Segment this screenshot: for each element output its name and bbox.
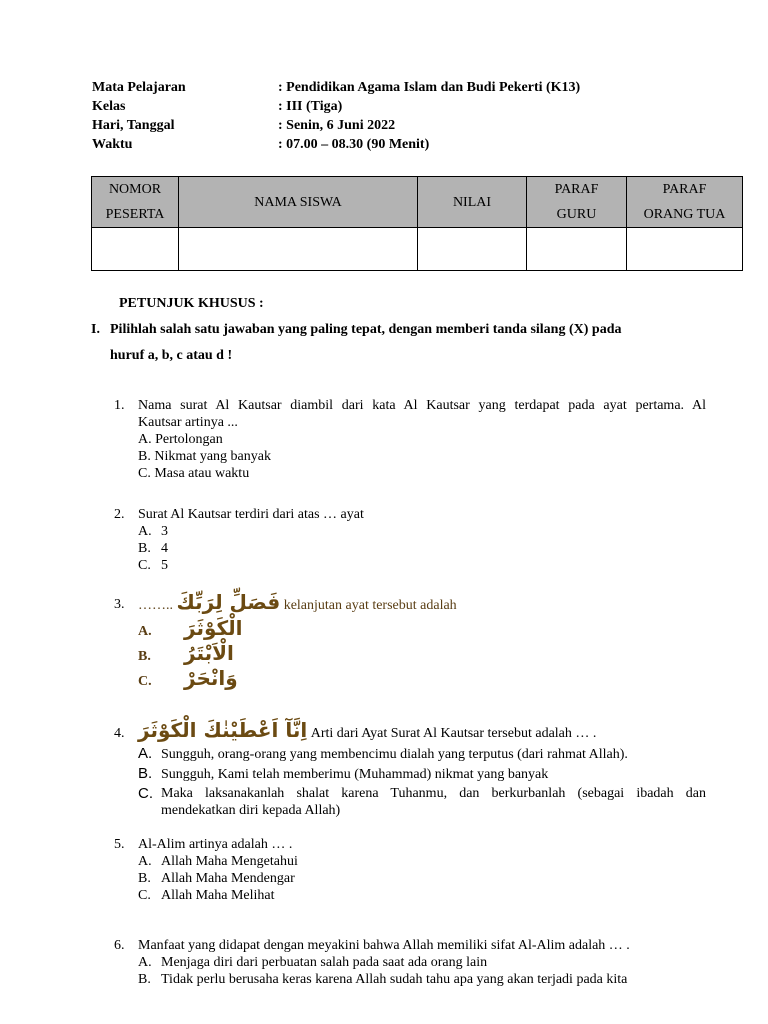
question-2-option-c[interactable]: [138, 557, 168, 574]
question-1-line-1: Nama surat Al Kautsar diambil dari kata Al Kautsar yang terdapat pada ayat pertama. Al: [138, 398, 706, 413]
option-letter: B.: [138, 972, 151, 987]
option-letter: A.: [138, 955, 152, 970]
option-letter: A.: [138, 524, 152, 539]
question-number: 3.: [114, 597, 125, 612]
option-text: 4: [161, 541, 168, 556]
question-3-option-c[interactable]: [138, 665, 238, 695]
info-value: : III (Tiga): [278, 99, 343, 114]
info-label: Waktu: [92, 137, 133, 152]
question-4-text: [138, 716, 596, 748]
option-text: 3: [161, 524, 168, 539]
instructions-section-number: I.: [91, 322, 100, 337]
question-4-arabic: اِنَّآ اَعْطَيْنٰكَ الْكَوْثَرَ: [138, 718, 308, 742]
cell-paraf-guru[interactable]: [527, 228, 627, 271]
cell-nama-siswa[interactable]: [179, 228, 418, 271]
option-letter: B.: [138, 765, 153, 782]
info-label: Hari, Tanggal: [92, 118, 175, 133]
question-3: [114, 596, 138, 613]
option-arabic: الْكَوْثَرَ: [184, 616, 243, 640]
option-letter: B.: [138, 649, 151, 664]
option-text: Tidak perlu berusaha keras karena Allah sudah tahu apa yang akan terjadi pada kita: [161, 972, 628, 987]
question-number: 1.: [114, 398, 125, 413]
header-text: NOMOR: [108, 182, 162, 197]
info-hari-tanggal: [92, 117, 395, 135]
instructions-line-2: huruf a, b, c atau d !: [110, 348, 233, 363]
table-entry-row: [92, 228, 743, 271]
info-mata-pelajaran: [92, 79, 580, 97]
instructions-title: PETUNJUK KHUSUS :: [119, 296, 264, 311]
option-letter: A.: [138, 745, 153, 762]
option-letter: C.: [138, 674, 152, 689]
question-4-prompt: Arti dari Ayat Surat Al Kautsar tersebut adalah … .: [310, 726, 597, 741]
header-nomor-peserta: [92, 177, 179, 228]
question-number: 2.: [114, 507, 125, 522]
option-letter: B.: [138, 541, 151, 556]
question-1-option-b[interactable]: B. Nikmat yang banyak: [138, 449, 271, 464]
header-nama-siswa: NAMA SISWA: [179, 177, 418, 228]
option-text: Allah Maha Melihat: [161, 888, 275, 903]
cell-nilai[interactable]: [418, 228, 527, 271]
option-text: 5: [161, 558, 168, 573]
question-text: Surat Al Kautsar terdiri dari atas … ayat: [138, 507, 364, 522]
header-paraf-orang-tua: [627, 177, 743, 228]
cell-nomor-peserta[interactable]: [92, 228, 179, 271]
question-text: Manfaat yang didapat dengan meyakini bahwa Allah memiliki sifat Al-Alim adalah … .: [138, 938, 630, 953]
info-label: Kelas: [92, 99, 126, 114]
score-table: [91, 176, 743, 271]
option-letter: A.: [138, 854, 152, 869]
question-4-option-b[interactable]: [138, 765, 548, 783]
question-number: 6.: [114, 938, 125, 953]
option-letter: C.: [138, 888, 151, 903]
question-5-option-b[interactable]: [138, 870, 295, 887]
option-text: Sungguh, orang-orang yang membencimu dialah yang terputus (dari rahmat Allah).: [161, 747, 628, 762]
option-text: Sungguh, Kami telah memberimu (Muhammad) nikmat yang banyak: [161, 767, 549, 782]
question-2-option-b[interactable]: [138, 540, 168, 557]
cell-paraf-orang-tua[interactable]: [627, 228, 743, 271]
question-1: [114, 397, 138, 414]
info-value: : Pendidikan Agama Islam dan Budi Pekerti (K13): [278, 80, 581, 95]
option-text: Allah Maha Mendengar: [161, 871, 295, 886]
option-letter: A.: [138, 624, 152, 639]
question-3-arabic: فَصَلِّ لِرَبِّكَ: [176, 590, 281, 614]
instructions-line-1: Pilihlah salah satu jawaban yang paling tepat, dengan memberi tanda silang (X) pada: [110, 322, 622, 337]
header-text: ORANG TUA: [643, 207, 726, 222]
option-letter: C.: [138, 785, 153, 802]
info-value: : Senin, 6 Juni 2022: [278, 118, 396, 133]
table-header-row: [92, 177, 743, 228]
info-kelas: [92, 98, 342, 116]
info-value: : 07.00 – 08.30 (90 Menit): [278, 137, 430, 152]
question-4-option-a[interactable]: [138, 745, 628, 763]
question-text: Al-Alim artinya adalah … .: [138, 837, 293, 852]
header-text: GURU: [556, 207, 597, 222]
question-6: [114, 937, 630, 954]
option-arabic: وَانْحَرْ: [184, 666, 238, 690]
question-1-option-a[interactable]: A. Pertolongan: [138, 432, 223, 447]
header-text: PARAF: [554, 182, 599, 197]
info-label: Mata Pelajaran: [92, 80, 186, 95]
question-5-option-a[interactable]: [138, 853, 298, 870]
question-2: [114, 506, 364, 523]
question-number: 4.: [114, 726, 125, 741]
question-number: 5.: [114, 837, 125, 852]
option-letter: C.: [138, 558, 151, 573]
header-text: PARAF: [662, 182, 707, 197]
option-text: Menjaga diri dari perbuatan salah pada saat ada orang lain: [161, 955, 488, 970]
option-arabic: الْاَبْتَرُ: [184, 641, 234, 665]
question-3-suffix: kelanjutan ayat tersebut adalah: [283, 598, 457, 613]
header-text: PESERTA: [105, 207, 165, 222]
question-3-prefix: ……..: [138, 598, 173, 613]
option-text: Allah Maha Mengetahui: [161, 854, 298, 869]
option-letter: B.: [138, 871, 151, 886]
header-paraf-guru: [527, 177, 627, 228]
question-6-option-b[interactable]: [138, 971, 627, 988]
question-2-option-a[interactable]: [138, 523, 168, 540]
question-5-option-c[interactable]: [138, 887, 275, 904]
question-3-text: [138, 590, 457, 618]
question-1-option-c[interactable]: C. Masa atau waktu: [138, 466, 250, 481]
option-text: Maka laksanakanlah shalat karena Tuhanmu, dan berkurbanlah (sebagai ibadah dan: [161, 786, 706, 801]
question-5: [114, 836, 292, 853]
question-1-line-2: Kautsar artinya ...: [138, 415, 238, 430]
question-6-option-a[interactable]: [138, 954, 487, 971]
header-nilai: NILAI: [418, 177, 527, 228]
question-4-option-c-line-2: mendekatkan diri kepada Allah): [161, 803, 341, 818]
question-4-option-c[interactable]: [138, 785, 706, 802]
info-waktu: [92, 136, 429, 154]
question-4: [114, 725, 138, 742]
